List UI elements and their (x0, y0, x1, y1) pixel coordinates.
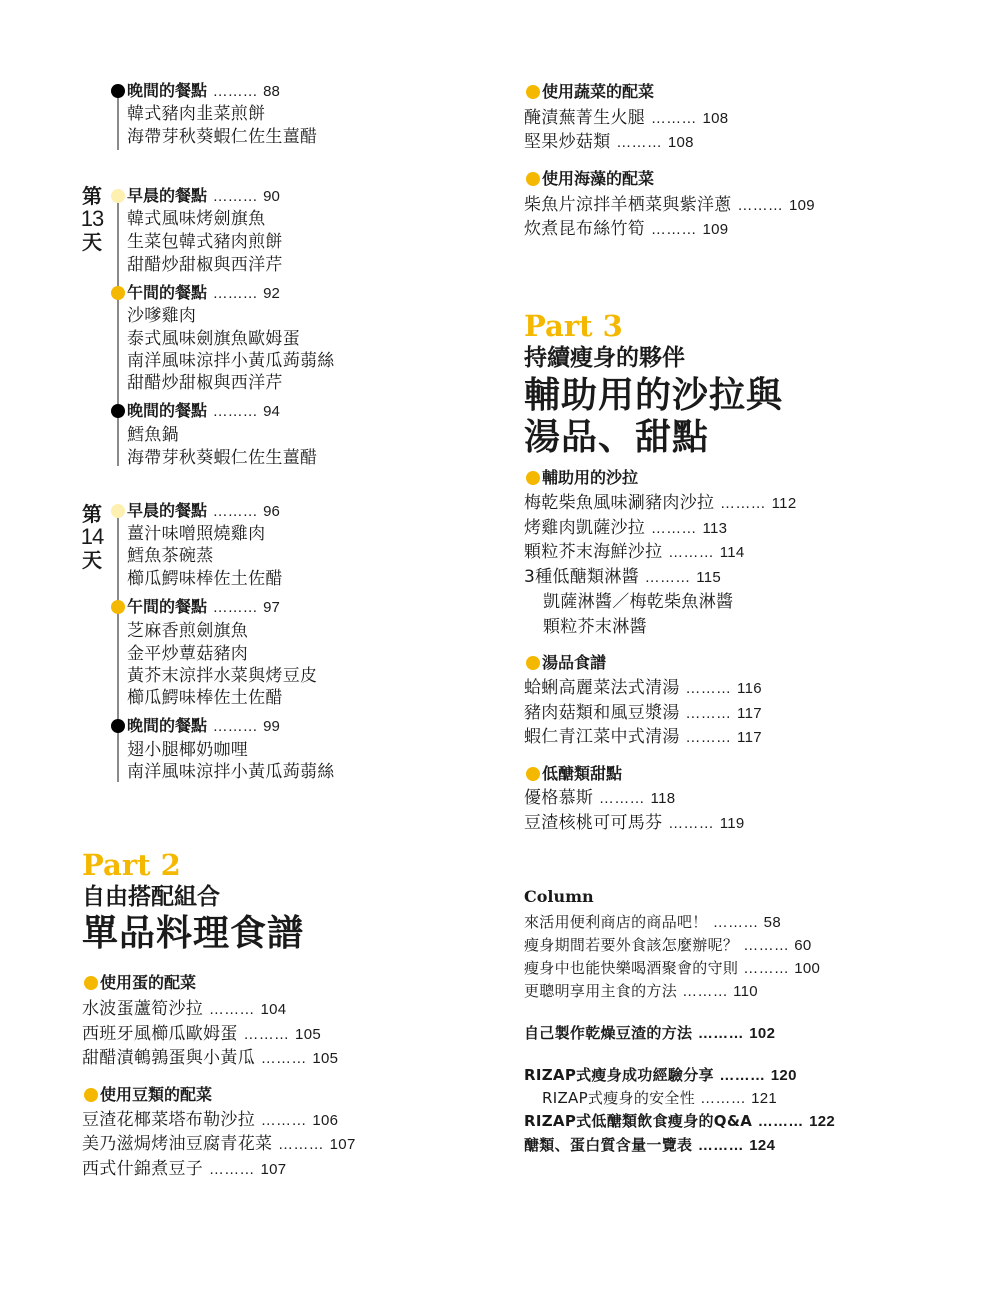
section-heading: 使用海藻的配菜 (542, 169, 655, 188)
meal-heading: 晚間的餐點 ……… 99 (127, 716, 280, 735)
toc-entry: 豆渣花椰菜塔布勒沙拉 ……… 106 (82, 1110, 339, 1130)
page-number: 58 (763, 914, 781, 931)
toc-item: 黃芥末涼拌水菜與烤豆皮 (127, 666, 318, 686)
page-number: 92 (263, 285, 280, 302)
toc-item: 海帶芽秋葵蝦仁佐生薑醋 (127, 127, 318, 147)
bullet-dot (526, 656, 540, 670)
part-title-line1: 輔助用的沙拉與 (524, 375, 784, 416)
page-number: 108 (702, 110, 729, 127)
section-heading: 低醣類甜點 (542, 764, 623, 783)
toc-item: 泰式風味劍旗魚歐姆蛋 (127, 329, 300, 349)
bullet-dot (526, 767, 540, 781)
page-number: 109 (788, 197, 815, 214)
toc-entry: 蛤蜊高麗菜法式清湯 ……… 116 (524, 678, 762, 698)
toc-item: 芝麻香煎劍旗魚 (127, 621, 249, 641)
page-number: 110 (733, 983, 758, 1000)
toc-entry: 水波蛋蘆筍沙拉 ……… 104 (82, 999, 287, 1019)
toc-item: 櫛瓜鰐味棒佐土佐醋 (127, 688, 283, 708)
meal-heading: 早晨的餐點 ……… 90 (127, 186, 280, 205)
page-number: 105 (295, 1026, 321, 1043)
toc-entry: 3種低醣類淋醬 ……… 115 (524, 567, 722, 587)
toc-item: 沙嗲雞肉 (127, 306, 197, 326)
bullet-dot (526, 471, 540, 485)
toc-item: 韓式豬肉韭菜煎餅 (127, 104, 266, 124)
bullet-dot (526, 172, 540, 186)
page-number: 122 (809, 1113, 836, 1130)
extra-entry-okara: 自己製作乾燥豆渣的方法 ……… 102 (524, 1024, 776, 1042)
page-number: 94 (263, 403, 280, 420)
extra-entry-success: RIZAP式瘦身成功經驗分享 ……… 120 (524, 1066, 797, 1084)
bullet-dot (526, 85, 540, 99)
toc-entry: 優格慕斯 ……… 118 (524, 788, 676, 808)
bullet-dot (84, 1088, 98, 1102)
toc-entry: 梅乾柴魚風味涮豬肉沙拉 ……… 112 (524, 493, 797, 513)
toc-entry: 醃漬蕪菁生火腿 ……… 108 (524, 108, 729, 128)
toc-item: 金平炒蕈菇豬肉 (127, 644, 249, 664)
toc-entry: 甜醋漬鵪鶉蛋與小黃瓜 ……… 105 (82, 1048, 339, 1068)
toc-item: 櫛瓜鰐味棒佐土佐醋 (127, 569, 283, 589)
toc-entry: 柴魚片涼拌羊栖菜與紫洋蔥 ……… 109 (524, 195, 815, 215)
day-label-13: 第 13 天 (80, 184, 104, 254)
page-number: 104 (260, 1001, 287, 1018)
part-title-line2: 湯品、甜點 (524, 417, 710, 458)
section-heading: 使用蛋的配菜 (100, 973, 197, 992)
page-number: 117 (737, 729, 762, 746)
page-number: 106 (312, 1112, 339, 1129)
page-number: 109 (702, 221, 729, 238)
extra-entry-table: 醣類、蛋白質含量一覽表 ……… 124 (524, 1136, 776, 1154)
page-number: 60 (794, 937, 812, 954)
page-number: 96 (263, 503, 280, 520)
column-entry: 瘦身期間若要外食該怎麼辦呢？ ……… 60 (524, 936, 812, 954)
toc-subitem: 顆粒芥末淋醬 (543, 617, 647, 637)
page-number: 97 (263, 599, 280, 616)
part-subtitle: 持續瘦身的夥伴 (524, 345, 685, 371)
bullet-dot (84, 976, 98, 990)
meal-heading: 午間的餐點 ……… 97 (127, 597, 280, 616)
column-entry: 更聰明享用主食的方法 ……… 110 (524, 982, 758, 1000)
bullet-dot (111, 504, 125, 518)
toc-entry: 豬肉菇類和風豆漿湯 ……… 117 (524, 703, 762, 723)
toc-entry: 炊煮昆布絲竹筍 ……… 109 (524, 219, 729, 239)
part-title: 單品料理食譜 (82, 913, 305, 954)
toc-item: 生菜包韓式豬肉煎餅 (127, 232, 283, 252)
extra-entry-safety: RIZAP式瘦身的安全性 ……… 121 (542, 1089, 778, 1107)
toc-subitem: 凱薩淋醬／梅乾柴魚淋醬 (543, 592, 734, 612)
page-number: 114 (719, 544, 745, 561)
section-heading: 輔助用的沙拉 (542, 468, 639, 487)
part-label: Part 3 (524, 309, 623, 343)
meal-heading: 早晨的餐點 ……… 96 (127, 501, 280, 520)
toc-entry: 美乃滋焗烤油豆腐青花菜 ……… 107 (82, 1134, 356, 1154)
toc-entry: 蝦仁青江菜中式清湯 ……… 117 (524, 727, 762, 747)
page-number: 90 (263, 188, 280, 205)
heading-text: 晚間的餐點 (127, 81, 208, 100)
column-entry: 來活用便利商店的商品吧！ ……… 58 (524, 913, 781, 931)
meal-heading: 午間的餐點 ……… 92 (127, 283, 280, 302)
toc-item: 薑汁味噌照燒雞肉 (127, 524, 266, 544)
page-number: 102 (749, 1025, 776, 1042)
section-heading: 使用蔬菜的配菜 (542, 82, 655, 101)
part-label: Part 2 (82, 848, 181, 882)
bullet-dot (111, 600, 125, 614)
timeline-line-top (117, 92, 119, 150)
toc-entry: 西式什錦煮豆子 ……… 107 (82, 1159, 287, 1179)
page-number: 88 (263, 83, 280, 100)
page-number: 120 (770, 1067, 797, 1084)
meal-heading: 晚間的餐點 ……… 94 (127, 401, 280, 420)
meal-heading (127, 80, 280, 103)
toc-item: 海帶芽秋葵蝦仁佐生薑醋 (127, 448, 318, 468)
page-number: 115 (696, 569, 722, 586)
page-number: 119 (719, 815, 745, 832)
toc-item: 鱈魚鍋 (127, 425, 179, 445)
page-number: 99 (263, 718, 280, 735)
bullet-dot (111, 719, 125, 733)
part-subtitle: 自由搭配組合 (82, 884, 220, 910)
toc-entry: 豆渣核桃可可馬芬 ……… 119 (524, 813, 745, 833)
timeline-line-day13 (117, 196, 119, 466)
toc-item: 甜醋炒甜椒與西洋芹 (127, 373, 283, 393)
extra-entry-qa: RIZAP式低醣類飲食瘦身的Q&A ……… 122 (524, 1112, 836, 1130)
page-number: 112 (771, 495, 797, 512)
page-number: 108 (667, 134, 694, 151)
page-number: 124 (749, 1137, 776, 1154)
toc-item: 南洋風味涼拌小黃瓜蒟蒻絲 (127, 762, 335, 782)
toc-item: 鱈魚茶碗蒸 (127, 546, 214, 566)
page-number: 121 (751, 1090, 778, 1107)
timeline-line-day14 (117, 512, 119, 782)
bullet-dot (111, 84, 125, 98)
page-number: 100 (794, 960, 821, 977)
page-number: 117 (737, 705, 762, 722)
section-heading: 湯品食譜 (542, 653, 607, 672)
page-number: 113 (702, 520, 728, 537)
toc-entry: 堅果炒菇類 ……… 108 (524, 132, 694, 152)
bullet-dot (111, 189, 125, 203)
page-number: 107 (260, 1161, 287, 1178)
leader: ……… (212, 83, 258, 100)
toc-item: 翅小腿椰奶咖哩 (127, 740, 249, 760)
toc-entry: 顆粒芥末海鮮沙拉 ……… 114 (524, 542, 745, 562)
toc-item: 南洋風味涼拌小黃瓜蒟蒻絲 (127, 351, 335, 371)
toc-item: 韓式風味烤劍旗魚 (127, 209, 266, 229)
toc-item: 甜醋炒甜椒與西洋芹 (127, 255, 283, 275)
day-label-14: 第 14 天 (80, 502, 104, 572)
bullet-dot (111, 404, 125, 418)
bullet-dot (111, 286, 125, 300)
column-title: Column (524, 887, 594, 906)
column-entry: 瘦身中也能快樂喝酒聚會的守則 ……… 100 (524, 959, 821, 977)
page-number: 116 (737, 680, 762, 697)
page-number: 107 (329, 1136, 356, 1153)
toc-entry: 烤雞肉凱薩沙拉 ……… 113 (524, 518, 728, 538)
toc-entry: 西班牙風櫛瓜歐姆蛋 ……… 105 (82, 1024, 321, 1044)
section-heading: 使用豆類的配菜 (100, 1085, 213, 1104)
page-number: 118 (650, 790, 676, 807)
page-number: 105 (312, 1050, 339, 1067)
